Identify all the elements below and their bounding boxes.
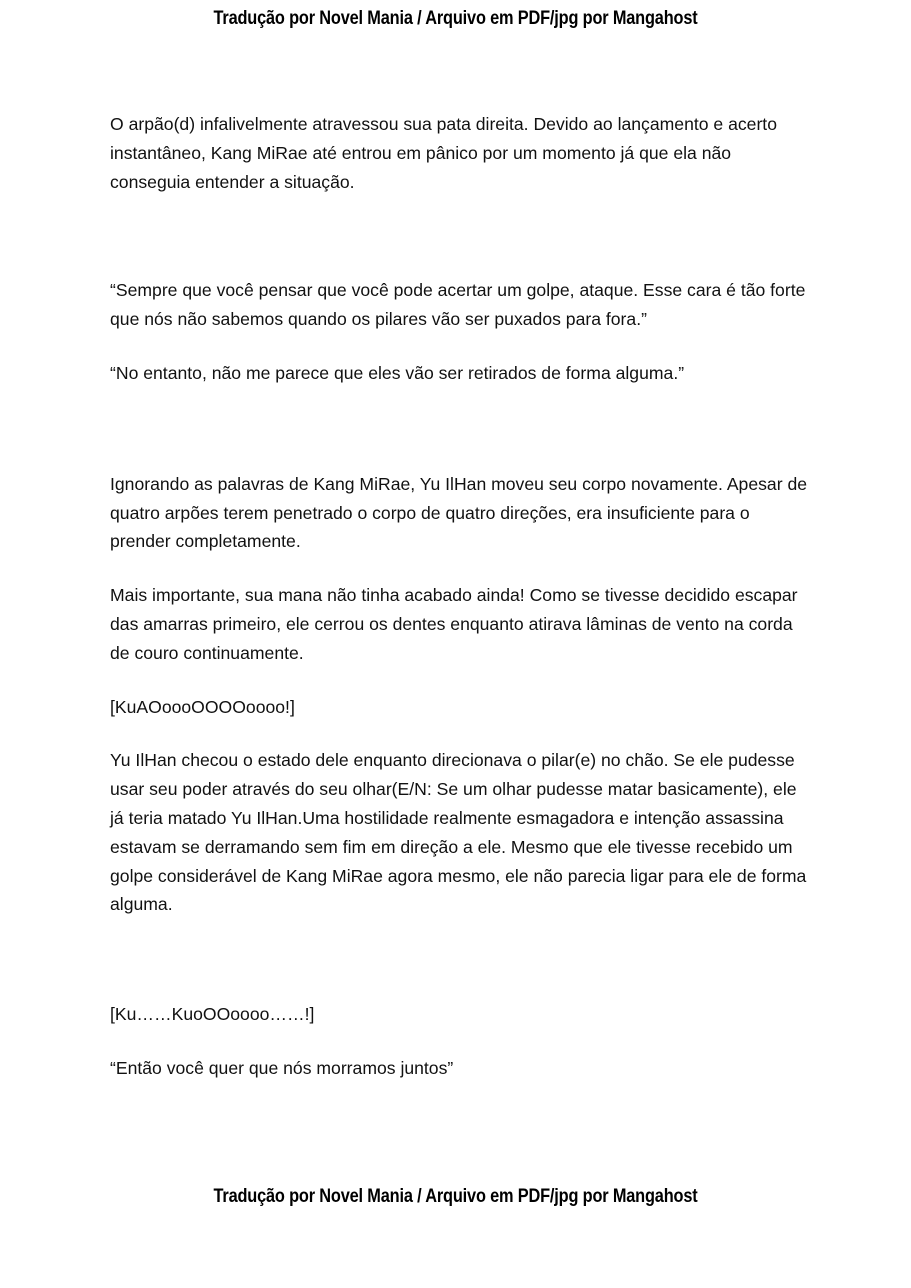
paragraph: [KuAOoooOOOOoooo!] — [110, 696, 295, 717]
document-body — [110, 110, 810, 1083]
header-banner: Tradução por Novel Mania / Arquivo em PDF/jpg por Mangahost — [213, 8, 698, 29]
paragraph: Yu IlHan checou o estado dele enquanto direcionava o pilar(e) no chão. Se ele pudesse usar seu poder através do seu olhar(E/N: Se um olhar pudesse matar basicamente), ele já teria matado Yu IlHan.Uma hostilidade realmente esmagadora e intenção assassina estavam se derramando sem fim em direção a ele. Mesmo que ele tivesse recebido um golpe considerável de Kang MiRae agora mesmo, ele não parecia ligar para ele de forma alguma. — [110, 750, 807, 915]
paragraph: Ignorando as palavras de Kang MiRae, Yu IlHan moveu seu corpo novamente. Apesar de quatro arpões terem penetrado o corpo de quatro direções, era insuficiente para o prender completamente. — [110, 473, 808, 552]
paragraph: “Então você quer que nós morramos juntos” — [110, 1057, 454, 1078]
paragraph: “No entanto, não me parece que eles vão ser retirados de forma alguma.” — [110, 362, 685, 383]
paragraph: O arpão(d) infalivelmente atravessou sua pata direita. Devido ao lançamento e acerto instantâneo, Kang MiRae até entrou em pânico por um momento já que ela não conseguia entender a situação. — [110, 114, 777, 192]
paragraph: [Ku……KuoOOoooo……!] — [110, 1004, 315, 1025]
paragraph: Mais importante, sua mana não tinha acabado ainda! Como se tivesse decidido escapar das amarras primeiro, ele cerrou os dentes enquanto atirava lâminas de vento na corda de couro continuamente. — [110, 585, 798, 663]
paragraph: “Sempre que você pensar que você pode acertar um golpe, ataque. Esse cara é tão forte que nós não sabemos quando os pilares vão ser puxados para fora.” — [110, 280, 806, 330]
footer-banner: Tradução por Novel Mania / Arquivo em PDF/jpg por Mangahost — [213, 1186, 698, 1207]
